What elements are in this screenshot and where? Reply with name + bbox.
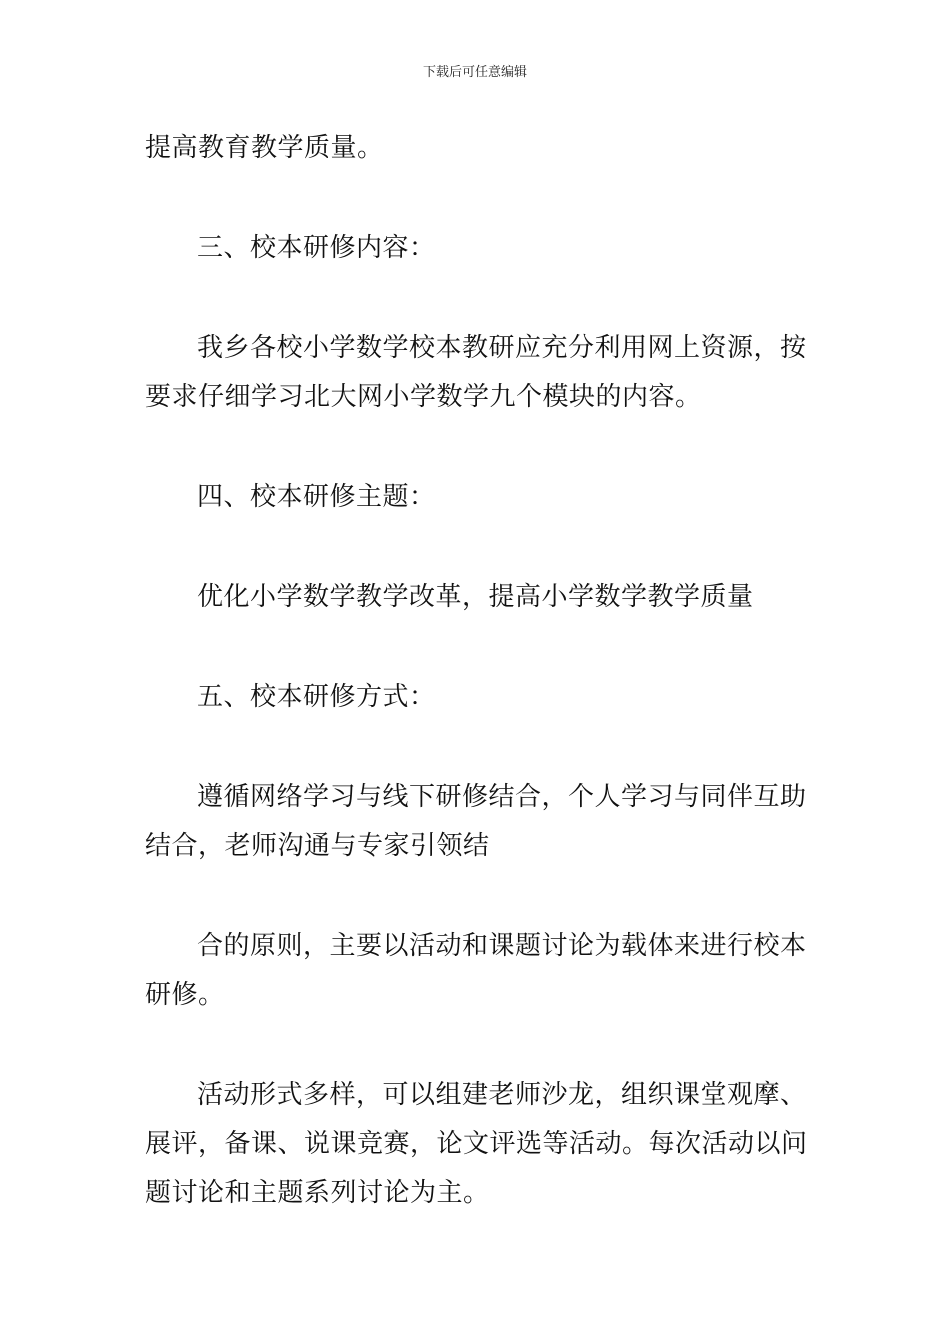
text-line: 合的原则，主要以活动和课题讨论为载体来进行校本 — [197, 931, 807, 961]
text-line: 题讨论和主题系列讨论为主。 — [145, 1178, 490, 1208]
text-line: 优化小学数学教学改革，提高小学数学教学质量 — [197, 582, 754, 612]
text-line: 四、校本研修主题： — [197, 482, 436, 512]
paragraph-research-method — [145, 773, 810, 871]
document-body — [145, 124, 810, 1218]
text-line: 五、校本研修方式： — [197, 682, 436, 712]
heading-research-content — [145, 224, 810, 273]
text-line: 遵循网络学习与线下研修结合，个人学习与同伴互助 — [197, 782, 807, 812]
heading-research-method — [145, 673, 810, 722]
text-line: 三、校本研修内容： — [197, 233, 436, 263]
paragraph-principle — [145, 922, 810, 1020]
paragraph-research-content — [145, 324, 810, 422]
text-line: 要求仔细学习北大网小学数学九个模块的内容。 — [145, 382, 702, 412]
text-line: 活动形式多样，可以组建老师沙龙，组织课堂观摩、 — [197, 1080, 807, 1110]
text-line: 结合，老师沟通与专家引领结 — [145, 831, 490, 861]
paragraph-research-theme — [145, 573, 810, 622]
paragraph-activities — [145, 1071, 810, 1218]
text-line: 展评，备课、说课竞赛，论文评选等活动。每次活动以问 — [145, 1129, 808, 1159]
paragraph-intro-end — [145, 124, 810, 173]
heading-research-theme — [145, 473, 810, 522]
text-line: 我乡各校小学数学校本教研应充分利用网上资源，按 — [197, 333, 807, 363]
text-line: 研修。 — [145, 980, 225, 1010]
text-line: 提高教育教学质量。 — [145, 133, 384, 163]
page-header: 下载后可任意编辑 — [422, 65, 527, 80]
